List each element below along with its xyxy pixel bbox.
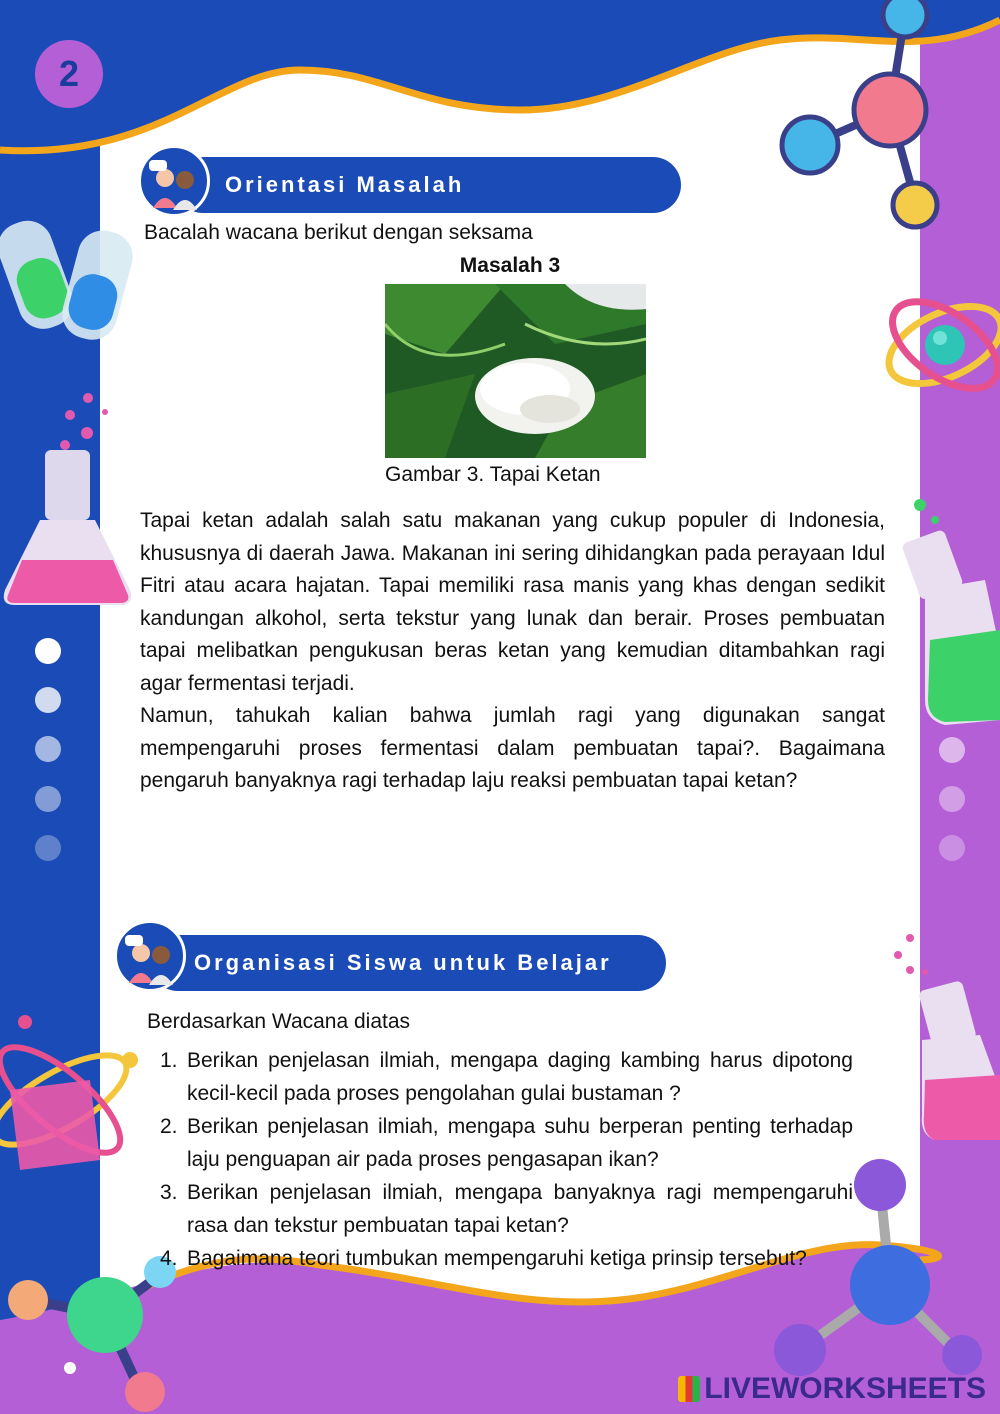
atom-bottom-left-icon	[0, 1015, 139, 1170]
flask-right-icon	[901, 529, 1000, 725]
section-title: Orientasi Masalah	[225, 172, 465, 197]
question-text: Berikan penjelasan ilmiah, mengapa daging kambing harus dipotong kecil-kecil pada proses pengolahan gulai bustaman ?	[187, 1049, 853, 1105]
students-avatar-icon	[138, 145, 210, 217]
question-item	[160, 1045, 853, 1110]
liveworksheets-logo[interactable]	[678, 1372, 986, 1406]
section-orientasi-masalah-header	[175, 157, 681, 213]
question-text: Bagaimana teori tumbukan mempengaruhi ketiga prinsip tersebut?	[187, 1247, 807, 1270]
tapai-ketan-photo	[385, 284, 646, 458]
question-number: 3.	[160, 1181, 178, 1204]
passage-paragraph-1: Tapai ketan adalah salah satu makanan yang cukup populer di Indonesia, khususnya di daerah Jawa. Makanan ini sering dihidangkan pada perayaan Idul Fitri atau acara hajatan. Tapai memiliki rasa manis yang khas dengan sedikit kandungan alkohol, serta tekstur yang lunak dan berair. Proses pembuatan tapai melibatkan pengukusan beras ketan yang kemudian ditambahkan ragi agar fermentasi terjadi.	[140, 509, 885, 695]
question-number: 1.	[160, 1049, 178, 1072]
flask-left-icon	[4, 450, 132, 605]
question-instruction: Berdasarkan Wacana diatas	[147, 1010, 411, 1033]
image-caption: Gambar 3. Tapai Ketan	[385, 463, 601, 486]
page-number-badge: 2	[35, 40, 103, 108]
flask-right-lower-icon	[918, 980, 1000, 1140]
atom-right-icon	[877, 284, 1000, 405]
question-list	[160, 1045, 853, 1277]
liveworksheets-mark-icon	[678, 1376, 700, 1402]
brand-name: LIVEWORKSHEETS	[704, 1372, 986, 1405]
question-text: Berikan penjelasan ilmiah, mengapa suhu berperan penting terhadap laju penguapan air pada proses pengasapan ikan?	[187, 1115, 853, 1171]
question-number: 2.	[160, 1115, 178, 1138]
question-item	[160, 1177, 853, 1242]
question-number: 4.	[160, 1247, 178, 1270]
question-text: Berikan penjelasan ilmiah, mengapa banyaknya ragi mempengaruhi rasa dan tekstur pembuatan tapai ketan?	[187, 1181, 853, 1237]
section-title: Organisasi Siswa untuk Belajar	[194, 950, 612, 975]
problem-title: Masalah 3	[459, 254, 561, 277]
question-item	[160, 1111, 853, 1176]
question-item	[160, 1243, 853, 1276]
problem-passage	[140, 505, 885, 798]
passage-paragraph-2: Namun, tahukah kalian bahwa jumlah ragi yang digunakan sangat mempengaruhi proses fermentasi dalam pembuatan tapai?. Bagaimana pengaruh banyaknya ragi terhadap laju reaksi pembuatan tapai ketan?	[140, 704, 885, 792]
reading-instruction: Bacalah wacana berikut dengan seksama	[144, 221, 533, 244]
students-avatar-icon	[114, 920, 186, 992]
section-organisasi-siswa-header	[150, 935, 666, 991]
test-tubes-icon	[0, 214, 138, 346]
